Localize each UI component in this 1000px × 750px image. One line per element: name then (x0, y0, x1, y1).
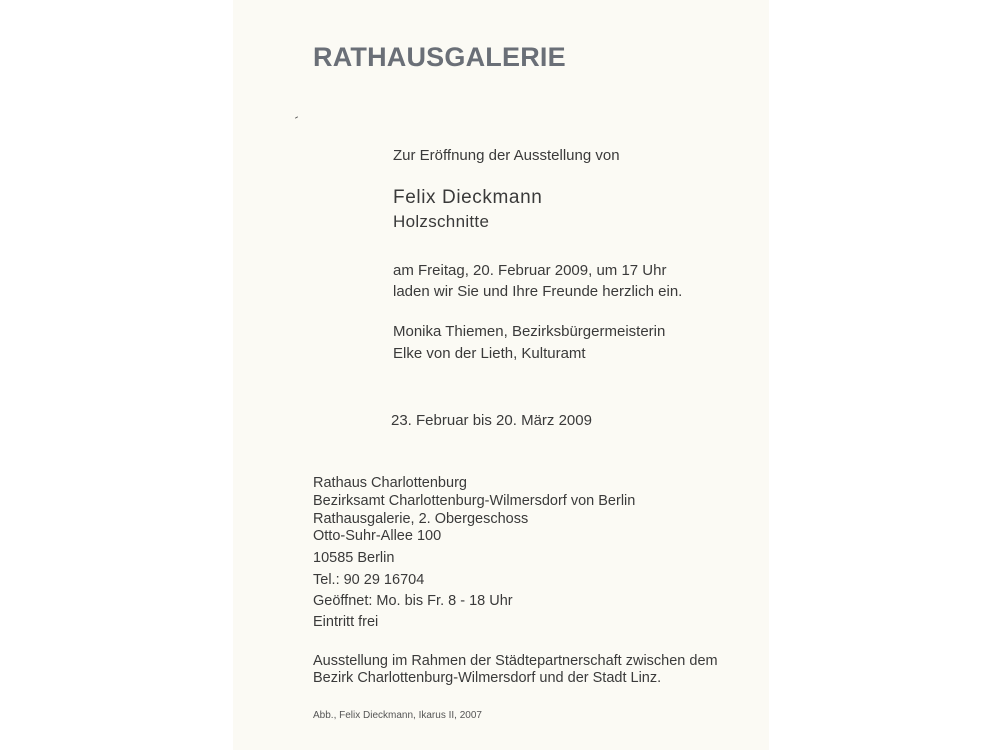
invitation-line: laden wir Sie und Ihre Freunde herzlich ein. (393, 283, 683, 300)
gallery-title: RATHAUSGALERIE (313, 42, 566, 72)
address-city: 10585 Berlin (313, 550, 395, 566)
opening-hours: Geöffnet: Mo. bis Fr. 8 - 18 Uhr (313, 593, 513, 609)
admission-info: Eintritt frei (313, 614, 379, 630)
address-building: Rathaus Charlottenburg (313, 475, 467, 491)
exhibition-dates: 23. Februar bis 20. März 2009 (391, 412, 592, 429)
invitation-card (233, 0, 769, 750)
partnership-line-1: Ausstellung im Rahmen der Städtepartnerschaft zwischen dem (313, 653, 718, 669)
ink-mark (295, 116, 298, 118)
phone-number: Tel.: 90 29 16704 (313, 572, 425, 588)
host-culture-office: Elke von der Lieth, Kulturamt (393, 345, 586, 362)
partnership-line-2: Bezirk Charlottenburg-Wilmersdorf und der Stadt Linz. (313, 670, 662, 686)
artist-name: Felix Dieckmann (393, 187, 543, 208)
image-caption: Abb., Felix Dieckmann, Ikarus II, 2007 (313, 710, 482, 721)
exhibition-medium: Holzschnitte (393, 212, 490, 231)
address-gallery-floor: Rathausgalerie, 2. Obergeschoss (313, 511, 529, 527)
address-authority: Bezirksamt Charlottenburg-Wilmersdorf von Berlin (313, 493, 636, 509)
address-street: Otto-Suhr-Allee 100 (313, 528, 442, 544)
opening-date-line: am Freitag, 20. Februar 2009, um 17 Uhr (393, 262, 667, 279)
intro-text: Zur Eröffnung der Ausstellung von (393, 147, 620, 164)
host-mayor: Monika Thiemen, Bezirksbürgermeisterin (393, 323, 666, 340)
